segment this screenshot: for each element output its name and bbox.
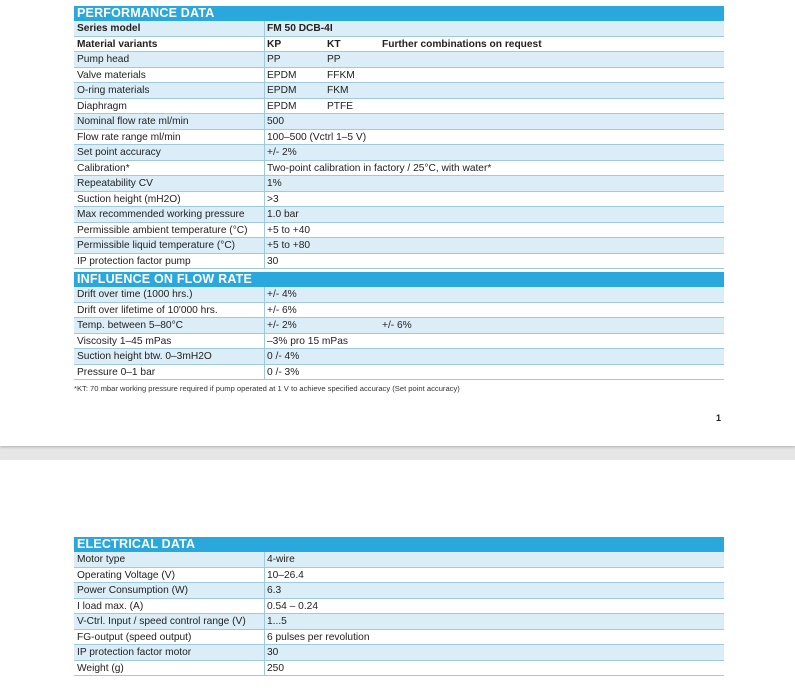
table-row: [74, 583, 724, 599]
row-label: Set point accuracy: [77, 147, 161, 158]
table-row: [74, 145, 724, 161]
row-value-2: FKM: [327, 85, 349, 96]
table-row: [74, 318, 724, 334]
row-label: Permissible ambient temperature (°C): [77, 224, 248, 236]
table-row: [74, 99, 724, 115]
table-row: [74, 83, 724, 99]
table-row: [74, 37, 724, 53]
row-value: 0 /- 3%: [264, 365, 299, 380]
row-label: Weight (g): [77, 662, 124, 674]
row-label: Drift over lifetime of 10'000 hrs.: [77, 304, 218, 316]
row-value: 500: [264, 114, 284, 129]
table-row: [74, 599, 724, 615]
table-row: [74, 254, 724, 270]
row-value: +5 to +40: [264, 223, 310, 238]
electrical-data-heading: ELECTRICAL DATA: [74, 537, 724, 552]
page-number: 1: [716, 413, 722, 423]
row-value-3: Further combinations on request: [382, 38, 542, 50]
row-value: 1...5: [264, 614, 287, 629]
row-value: EPDM: [264, 83, 296, 98]
row-label: Max recommended working pressure: [77, 209, 245, 220]
row-value: EPDM: [264, 99, 296, 114]
row-value: 1%: [264, 176, 282, 191]
row-value: 30: [264, 645, 278, 660]
row-label: O-ring materials: [77, 85, 150, 96]
table-row: [74, 161, 724, 177]
table-row: [74, 287, 724, 303]
row-value: 6.3: [264, 583, 281, 598]
row-label: Motor type: [77, 554, 126, 565]
row-label: Nominal flow rate ml/min: [77, 116, 189, 127]
table-row: [74, 334, 724, 350]
row-label: Flow rate range ml/min: [77, 131, 181, 143]
row-value: 30: [264, 254, 278, 269]
table-row: [74, 661, 724, 677]
table-row: [74, 114, 724, 130]
row-value: +/- 6%: [264, 303, 297, 318]
row-value: +/- 2%: [264, 318, 297, 333]
row-value-2: PTFE: [327, 100, 354, 112]
row-label: Operating Voltage (V): [77, 569, 175, 581]
row-label: Viscosity 1–45 mPas: [77, 335, 172, 347]
row-value: Two-point calibration in factory / 25°C, with water*: [264, 161, 491, 176]
row-label: Pump head: [77, 54, 130, 65]
row-value: 250: [264, 661, 284, 676]
row-label: Suction height (mH2O): [77, 193, 181, 205]
footnote: *KT: 70 mbar working pressure required if pump operated at 1 V to achieve specified accuracy (Set point accuracy): [74, 384, 460, 393]
row-label: IP protection factor motor: [77, 647, 192, 658]
table-row: [74, 303, 724, 319]
table-row: [74, 630, 724, 646]
row-label: FG-output (speed output): [77, 631, 192, 643]
table-row: [74, 238, 724, 254]
table-row: [74, 349, 724, 365]
row-label: Calibration*: [77, 162, 130, 174]
table-row: [74, 21, 724, 37]
row-value: KP: [264, 37, 281, 52]
row-label: Diaphragm: [77, 100, 127, 112]
row-value: 4-wire: [264, 552, 295, 567]
row-label: IP protection factor pump: [77, 255, 191, 267]
row-value: +/- 4%: [264, 287, 297, 302]
row-label: Power Consumption (W): [77, 585, 188, 596]
row-value: 10–26.4: [264, 568, 304, 583]
row-label: I load max. (A): [77, 600, 144, 612]
row-value: PP: [264, 52, 281, 67]
table-row: [74, 568, 724, 584]
row-value: –3% pro 15 mPas: [264, 334, 348, 349]
row-value: EPDM: [264, 68, 296, 83]
row-value: FM 50 DCB-4I: [264, 21, 333, 36]
row-value-2: PP: [327, 54, 341, 65]
row-label: Drift over time (1000 hrs.): [77, 289, 193, 300]
performance-data-heading: PERFORMANCE DATA: [74, 6, 724, 21]
table-row: [74, 645, 724, 661]
table-row: [74, 552, 724, 568]
row-value: >3: [264, 192, 279, 207]
table-row: [74, 223, 724, 239]
table-row: [74, 176, 724, 192]
table-row: [74, 365, 724, 381]
electrical-data-table: [74, 537, 724, 676]
row-label: Temp. between 5–80°C: [77, 320, 184, 331]
row-value-3: +/- 6%: [382, 320, 412, 331]
row-label: Series model: [77, 23, 141, 34]
row-label: Pressure 0–1 bar: [77, 366, 156, 378]
row-value-2: KT: [327, 38, 341, 50]
influence-flow-rate-heading: INFLUENCE ON FLOW RATE: [74, 272, 724, 287]
table-row: [74, 130, 724, 146]
row-label: Permissible liquid temperature (°C): [77, 240, 236, 251]
row-label: Repeatability CV: [77, 178, 153, 189]
row-value: 6 pulses per revolution: [264, 630, 370, 645]
table-row: [74, 614, 724, 630]
row-label: V-Ctrl. Input / speed control range (V): [77, 616, 246, 627]
table-row: [74, 207, 724, 223]
influence-flow-rate-table: [74, 272, 724, 380]
row-value: 0.54 – 0.24: [264, 599, 318, 614]
row-value: 100–500 (Vctrl 1–5 V): [264, 130, 366, 145]
performance-data-table: [74, 6, 724, 269]
row-label: Material variants: [77, 38, 158, 50]
row-label: Suction height btw. 0–3mH2O: [77, 351, 212, 362]
row-label: Valve materials: [77, 69, 146, 81]
table-row: [74, 52, 724, 68]
row-value: +/- 2%: [264, 145, 297, 160]
document-page-2: [0, 460, 795, 694]
table-row: [74, 68, 724, 84]
row-value: 0 /- 4%: [264, 349, 299, 364]
row-value: 1.0 bar: [264, 207, 299, 222]
row-value-2: FFKM: [327, 69, 355, 81]
table-row: [74, 192, 724, 208]
row-value: +5 to +80: [264, 238, 310, 253]
